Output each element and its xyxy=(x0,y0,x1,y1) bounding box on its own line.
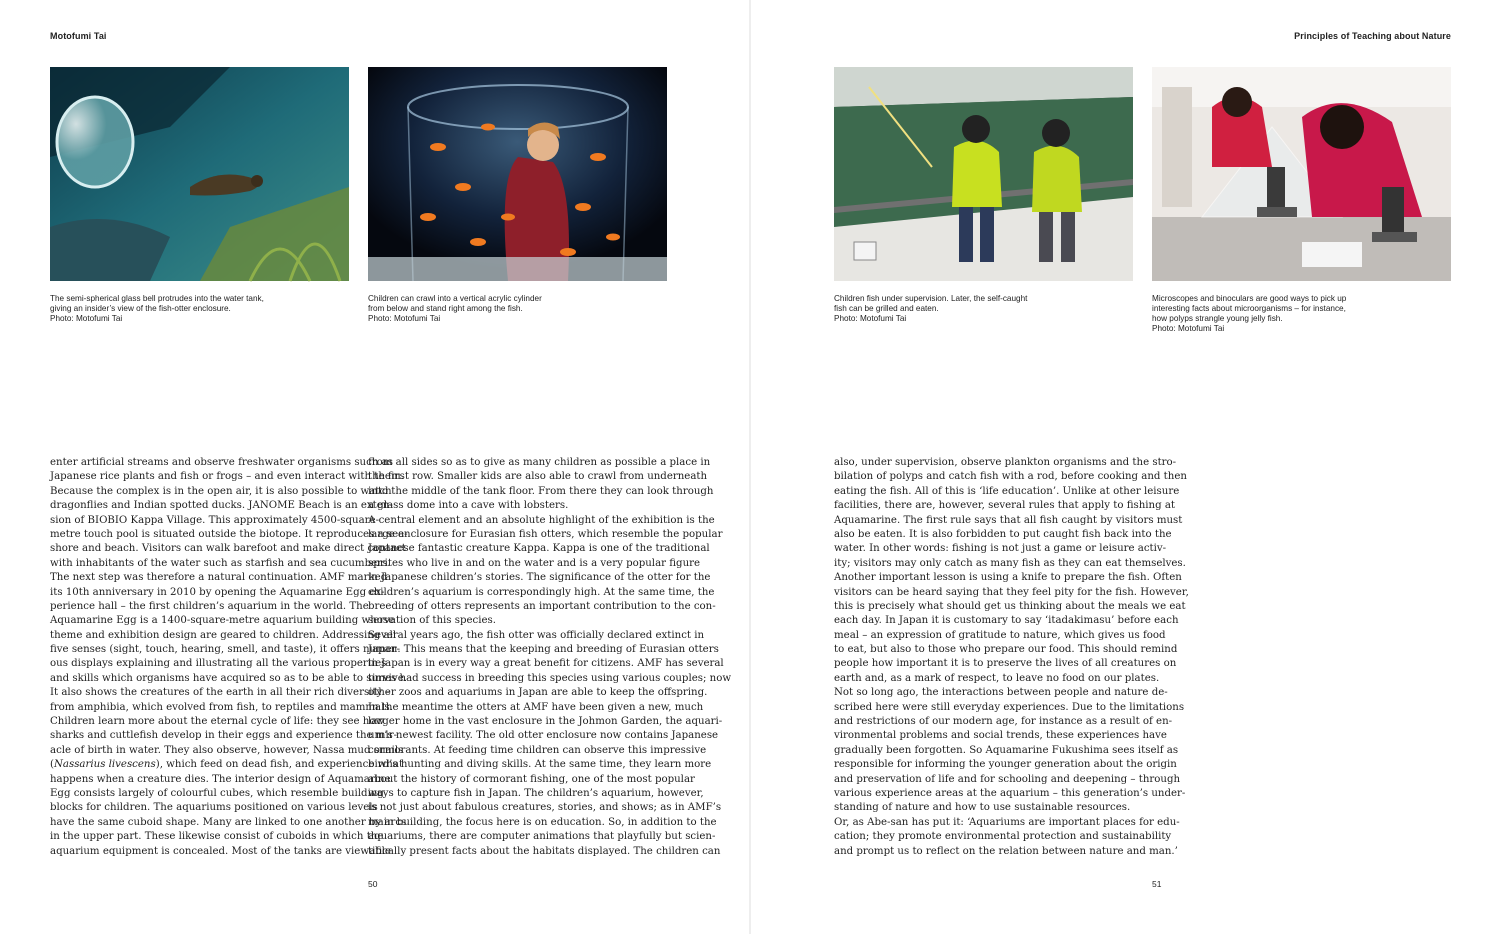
body-text-line: theme and exhibition design are geared to children. Addressing all xyxy=(50,629,397,641)
body-text-line: vironmental problems and social trends, these experiences have xyxy=(834,730,1167,742)
body-text-line: facilities, there are, however, several rules that apply to fishing at xyxy=(834,500,1176,512)
caption-line: giving an insider’s view of the fish-otter enclosure. xyxy=(50,304,231,313)
body-text-line: also, under supervision, observe plankton organisms and the stro- xyxy=(834,457,1177,468)
body-column-2 xyxy=(368,456,732,859)
body-text-line: aquariums, there are computer animations that playfully but scien- xyxy=(368,831,716,843)
body-text-line: ous displays explaining and illustrating all the various properties xyxy=(50,658,387,670)
caption-credit: Photo: Motofumi Tai xyxy=(368,314,441,323)
body-text-line: water. In other words: fishing is not just a game or leisure activ- xyxy=(834,543,1167,555)
body-text-line: Because the complex is in the open air, it is also possible to watch xyxy=(50,485,392,497)
body-text-line: metre touch pool is situated outside the biotope. It reproduces a sea- xyxy=(50,528,408,540)
caption-line: Children can crawl into a vertical acrylic cylinder xyxy=(368,294,542,303)
caption-line: how polyps strangle young jelly fish. xyxy=(1152,314,1283,323)
body-column-1 xyxy=(50,456,408,859)
caption-credit: Photo: Motofumi Tai xyxy=(50,314,123,323)
body-text-line: bird’s hunting and diving skills. At the same time, they learn more xyxy=(368,759,712,771)
body-text-line: um’s newest facility. The old otter enclosure now contains Japanese xyxy=(368,730,719,742)
body-text-line: aquarium equipment is concealed. Most of the tanks are viewable xyxy=(50,845,391,857)
page-number-right: 51 xyxy=(1152,879,1162,889)
body-text-line: Not so long ago, the interactions between people and nature de- xyxy=(834,687,1168,699)
caption-credit: Photo: Motofumi Tai xyxy=(834,314,907,323)
body-text-line: dragonflies and Indian spotted ducks. JANOME Beach is an exten- xyxy=(50,500,393,512)
caption-photo-3 xyxy=(834,294,1134,324)
body-text-line: sion of BIOBIO Kappa Village. This approximately 4500-square- xyxy=(50,514,380,526)
body-text-line: In the meantime the otters at AMF have been given a new, much xyxy=(368,701,704,713)
body-text-line: It also shows the creatures of the earth in all their rich diversity – xyxy=(50,687,391,699)
body-text-line: ity; visitors may only catch as many fish as they can eat themselves. xyxy=(834,557,1186,569)
body-text-line: Several years ago, the fish otter was officially declared extinct in xyxy=(368,629,705,641)
caption-line: Children fish under supervision. Later, the self-caught xyxy=(834,294,1028,303)
photo-microscopes xyxy=(1152,67,1451,281)
body-text-line: main building, the focus here is on education. So, in addition to the xyxy=(368,816,717,828)
body-text-line: have the same cuboid shape. Many are linked to one another by arcs xyxy=(50,816,407,828)
body-text-line: sharks and cuttlefish develop in their eggs and experience the mir- xyxy=(50,730,398,742)
body-text-line: this is precisely what should get us thinking about the meals we eat xyxy=(834,600,1186,612)
running-head-right: Principles of Teaching about Nature xyxy=(1294,31,1451,41)
body-text-line: earth and, as a mark of respect, to leave no food on our plates. xyxy=(834,672,1160,684)
body-text-line: and prompt us to reflect on the relation between nature and man.’ xyxy=(834,845,1178,857)
body-text-line: Another important lesson is using a knife to prepare the fish. Often xyxy=(834,572,1182,584)
body-text-line: Aquamarine Egg is a 1400-square-metre aquarium building whose xyxy=(50,615,395,627)
caption-photo-2 xyxy=(368,294,668,324)
body-text-line: eating the fish. All of this is ‘life education’. Unlike at other leisure xyxy=(834,485,1180,497)
caption-line: The semi-spherical glass bell protrudes into the water tank, xyxy=(50,294,264,303)
body-text-line: standing of nature and how to use sustainable resources. xyxy=(834,802,1131,814)
body-column-3 xyxy=(834,456,1189,859)
body-text-line: to eat, but also to those who prepare our food. This should remind xyxy=(834,644,1178,656)
body-text-line: about the history of cormorant fishing, one of the most popular xyxy=(368,773,695,785)
body-text-line: happens when a creature dies. The interior design of Aquamarine xyxy=(50,773,391,785)
body-text-line: Children learn more about the eternal cycle of life: they see how xyxy=(50,716,385,728)
body-text-line: is not just about fabulous creatures, stories, and shows; as in AMF’s xyxy=(368,802,722,814)
running-head-left: Motofumi Tai xyxy=(50,31,107,41)
caption-line: interesting facts about microorganisms – for instance, xyxy=(1152,304,1346,313)
body-text-line: visitors can be heard saying that they feel pity for the fish. However, xyxy=(834,586,1189,598)
body-text-line: (Nassarius livescens), which feed on dead fish, and experience what xyxy=(50,759,404,771)
body-text-line: blocks for children. The aquariums positioned on various levels xyxy=(50,802,378,814)
body-text-line: from amphibia, which evolved from fish, to reptiles and mammals. xyxy=(50,701,393,713)
body-text-line: other zoos and aquariums in Japan are able to keep the offspring. xyxy=(368,687,708,699)
body-text-line: with inhabitants of the water such as starfish and sea cucumbers. xyxy=(50,557,391,569)
caption-credit: Photo: Motofumi Tai xyxy=(1152,324,1225,333)
body-text-line: enter artificial streams and observe freshwater organisms such as xyxy=(50,457,393,468)
body-text-line: A central element and an absolute highlight of the exhibition is the xyxy=(368,514,715,526)
body-text-line: responsible for informing the younger generation about the origin xyxy=(834,759,1177,771)
photo-otter-tank xyxy=(50,67,349,281)
body-text-line: Or, as Abe-san has put it: ‘Aquariums are important places for edu- xyxy=(834,816,1180,828)
body-text-line: a glass dome into a cave with lobsters. xyxy=(368,500,569,512)
body-text-line: into the middle of the tank floor. From there they can look through xyxy=(368,485,714,497)
body-text-line: acle of birth in water. They also observe, however, Nassa mud snails xyxy=(50,744,404,756)
body-text-line: each day. In Japan it is customary to say ‘itadakimasu’ before each xyxy=(834,615,1179,627)
body-text-line: in Japanese children’s stories. The significance of the otter for the xyxy=(368,572,711,584)
photo-children-fishing xyxy=(834,67,1133,281)
body-text-line: ways to capture fish in Japan. The children’s aquarium, however, xyxy=(368,787,704,799)
body-text-line: the first row. Smaller kids are also able to crawl from underneath xyxy=(368,471,708,483)
body-text-line: times had success in breeding this species using various couples; now xyxy=(368,672,732,684)
page-gutter xyxy=(749,0,751,934)
body-text-line: tifically present facts about the habitats displayed. The children can xyxy=(368,845,721,857)
body-text-line: in the upper part. These likewise consist of cuboids in which the xyxy=(50,831,384,843)
body-text-line: gradually been forgotten. So Aquamarine Fukushima sees itself as xyxy=(834,744,1179,756)
body-text-line: Egg consists largely of colourful cubes, which resemble building xyxy=(50,787,384,799)
body-text-line: sprites who live in and on the water and is a very popular figure xyxy=(368,557,701,569)
body-text-line: cation; they promote environmental protection and sustainability xyxy=(834,831,1172,843)
caption-line: from below and stand right among the fish. xyxy=(368,304,523,313)
body-text-line: five senses (sight, touch, hearing, smell, and taste), it offers numer- xyxy=(50,644,401,656)
body-text-line: and restrictions of our modern age, for instance as a result of en- xyxy=(834,716,1173,728)
page-number-left: 50 xyxy=(368,879,378,889)
body-text-line: and preservation of life and for schooling and deepening – through xyxy=(834,773,1181,785)
body-text-line: perience hall – the first children’s aquarium in the world. The xyxy=(50,600,369,612)
body-text-line: and skills which organisms have acquired so as to be able to survive. xyxy=(50,672,407,684)
body-text-line: The next step was therefore a natural continuation. AMF marked xyxy=(50,572,388,584)
caption-line: Microscopes and binoculars are good ways to pick up xyxy=(1152,294,1347,303)
body-text-line: various experience areas at the aquarium – this generation’s under- xyxy=(834,787,1186,799)
body-text-line: breeding of otters represents an important contribution to the con- xyxy=(368,600,716,612)
body-text-line: Japan. This means that the keeping and breeding of Eurasian otters xyxy=(368,644,719,656)
body-text-line: from all sides so as to give as many children as possible a place in xyxy=(368,457,711,468)
body-text-line: Japanese rice plants and fish or frogs – and even interact with them. xyxy=(50,471,404,483)
body-text-line: Aquamarine. The first rule says that all fish caught by visitors must xyxy=(834,514,1183,526)
caption-line: fish can be grilled and eaten. xyxy=(834,304,939,313)
body-text-line: large enclosure for Eurasian fish otters, which resemble the popular xyxy=(368,528,723,540)
body-text-line: in Japan is in every way a great benefit for citizens. AMF has several xyxy=(368,658,724,670)
photo-acrylic-cylinder xyxy=(368,67,667,281)
body-text-line: shore and beach. Visitors can walk barefoot and make direct contact xyxy=(50,543,406,555)
body-text-line: servation of this species. xyxy=(368,615,497,627)
body-text-line: larger home in the vast enclosure in the Johmon Garden, the aquari- xyxy=(368,716,723,728)
body-text-line: cormorants. At feeding time children can observe this impressive xyxy=(368,744,707,756)
body-text-line: children’s aquarium is correspondingly high. At the same time, the xyxy=(368,586,715,598)
body-text-line: people how important it is to preserve the lives of all creatures on xyxy=(834,658,1177,670)
caption-photo-1 xyxy=(50,294,350,324)
body-text-line: meal – an expression of gratitude to nature, which gives us food xyxy=(834,629,1166,641)
body-text-line: scribed here were still everyday experiences. Due to the limitations xyxy=(834,701,1185,713)
body-text-line: bilation of polyps and catch fish with a rod, before cooking and then xyxy=(834,471,1187,483)
body-text-line: its 10th anniversary in 2010 by opening the Aquamarine Egg ex- xyxy=(50,586,385,598)
body-text-line: Japanese fantastic creature Kappa. Kappa is one of the traditional xyxy=(368,543,710,555)
body-text-line: also be eaten. It is also forbidden to put caught fish back into the xyxy=(834,528,1172,540)
caption-photo-4 xyxy=(1152,294,1452,334)
